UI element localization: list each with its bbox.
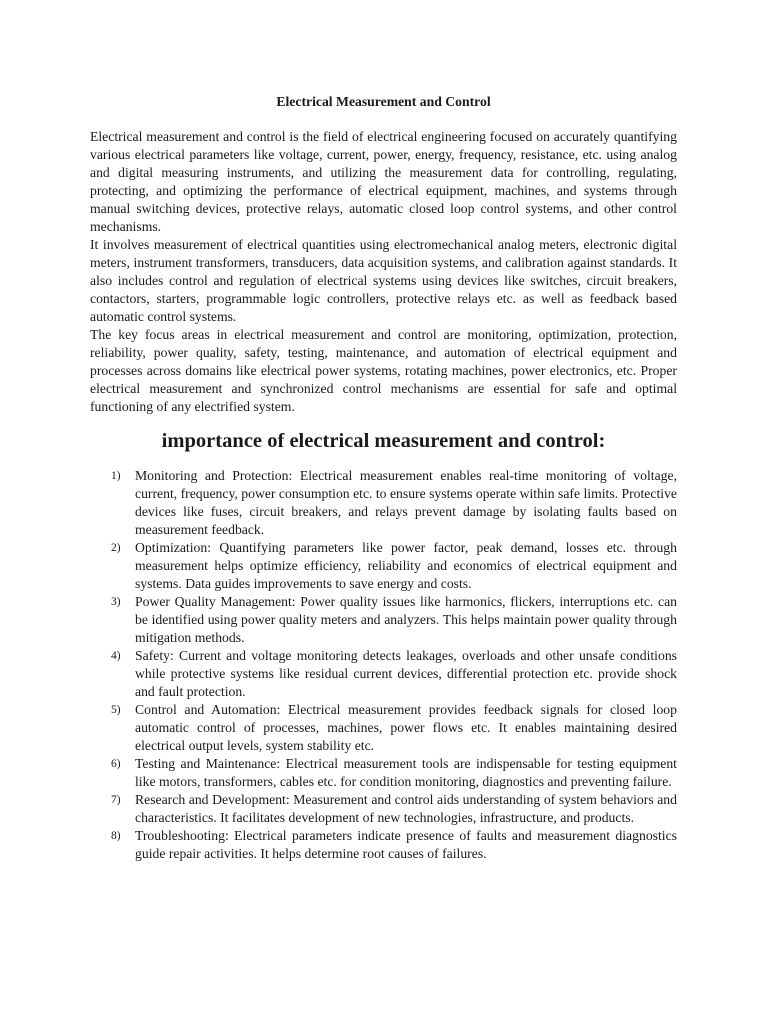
- list-item-number: 7): [111, 794, 121, 806]
- section-heading: importance of electrical measurement and control:: [161, 430, 606, 452]
- focus-areas-paragraph: The key focus areas in electrical measurement and control are monitoring, optimization, protection, reliability, power quality, safety, testing, maintenance, and automation of electrical equipment and processes across domains like electrical power systems, rotating machines, power electronics, etc. Proper electrical measurement and synchronized control mechanisms are essential for safe and optimal functioning of any electrified system.: [90, 327, 677, 414]
- list-item-number: 5): [111, 704, 121, 716]
- document-title: Electrical Measurement and Control: [276, 94, 491, 109]
- list-item: [90, 539, 677, 593]
- list-item-number: 2): [111, 542, 121, 554]
- list-item: [90, 791, 677, 827]
- list-item-text: Safety: Current and voltage monitoring detects leakages, overloads and other unsafe conditions while protective systems like residual current devices, differential protection etc. provide shock and fault protection.: [135, 648, 677, 699]
- list-item-number: 1): [111, 470, 121, 482]
- list-item-text: Monitoring and Protection: Electrical measurement enables real-time monitoring of voltage, current, frequency, power consumption etc. to ensure systems operate within safe limits. Protective devices like fuses, circuit breakers, and relays prevent damage by isolating faults based on measurement feedback.: [135, 468, 677, 537]
- list-item-text: Control and Automation: Electrical measurement provides feedback signals for closed loop automatic control of processes, machines, power flows etc. It enables maintaining desired electrical output levels, system stability etc.: [135, 702, 677, 753]
- document-page: [90, 93, 677, 863]
- list-item-number: 8): [111, 830, 121, 842]
- list-item: [90, 827, 677, 863]
- list-item-number: 6): [111, 758, 121, 770]
- scope-paragraph: It involves measurement of electrical quantities using electromechanical analog meters, electronic digital meters, instrument transformers, transducers, data acquisition systems, and calibration against standards. It also includes control and regulation of electrical systems using devices like switches, circuit breakers, contactors, starters, programmable logic controllers, protective relays etc. as well as feedback based automatic control systems.: [90, 237, 677, 324]
- list-item-text: Optimization: Quantifying parameters like power factor, peak demand, losses etc. through measurement helps optimize efficiency, reliability and economics of electrical equipment and systems. Data guides improvements to save energy and costs.: [135, 540, 677, 591]
- list-item-number: 4): [111, 650, 121, 662]
- importance-list: [90, 467, 677, 863]
- list-item-text: Testing and Maintenance: Electrical measurement tools are indispensable for testing equipment like motors, transformers, cables etc. for condition monitoring, diagnostics and preventing failure.: [135, 756, 677, 789]
- list-item-text: Research and Development: Measurement and control aids understanding of system behaviors and characteristics. It facilitates development of new technologies, infrastructure, and products.: [135, 792, 677, 825]
- list-item: [90, 593, 677, 647]
- list-item: [90, 647, 677, 701]
- list-item: [90, 701, 677, 755]
- intro-paragraph: Electrical measurement and control is the field of electrical engineering focused on accurately quantifying various electrical parameters like voltage, current, power, energy, frequency, resistance, etc. using analog and digital measuring instruments, and utilizing the measurement data for controlling, regulating, protecting, and optimizing the performance of electrical equipment, machines, and systems through manual switching devices, protective relays, automatic closed loop control systems, and other control mechanisms.: [90, 129, 677, 234]
- list-item-text: Power Quality Management: Power quality issues like harmonics, flickers, interruptions etc. can be identified using power quality meters and analyzers. This helps maintain power quality through mitigation methods.: [135, 594, 677, 645]
- list-item-number: 3): [111, 596, 121, 608]
- list-item-text: Troubleshooting: Electrical parameters indicate presence of faults and measurement diagnostics guide repair activities. It helps determine root causes of failures.: [135, 828, 677, 861]
- list-item: [90, 467, 677, 539]
- list-item: [90, 755, 677, 791]
